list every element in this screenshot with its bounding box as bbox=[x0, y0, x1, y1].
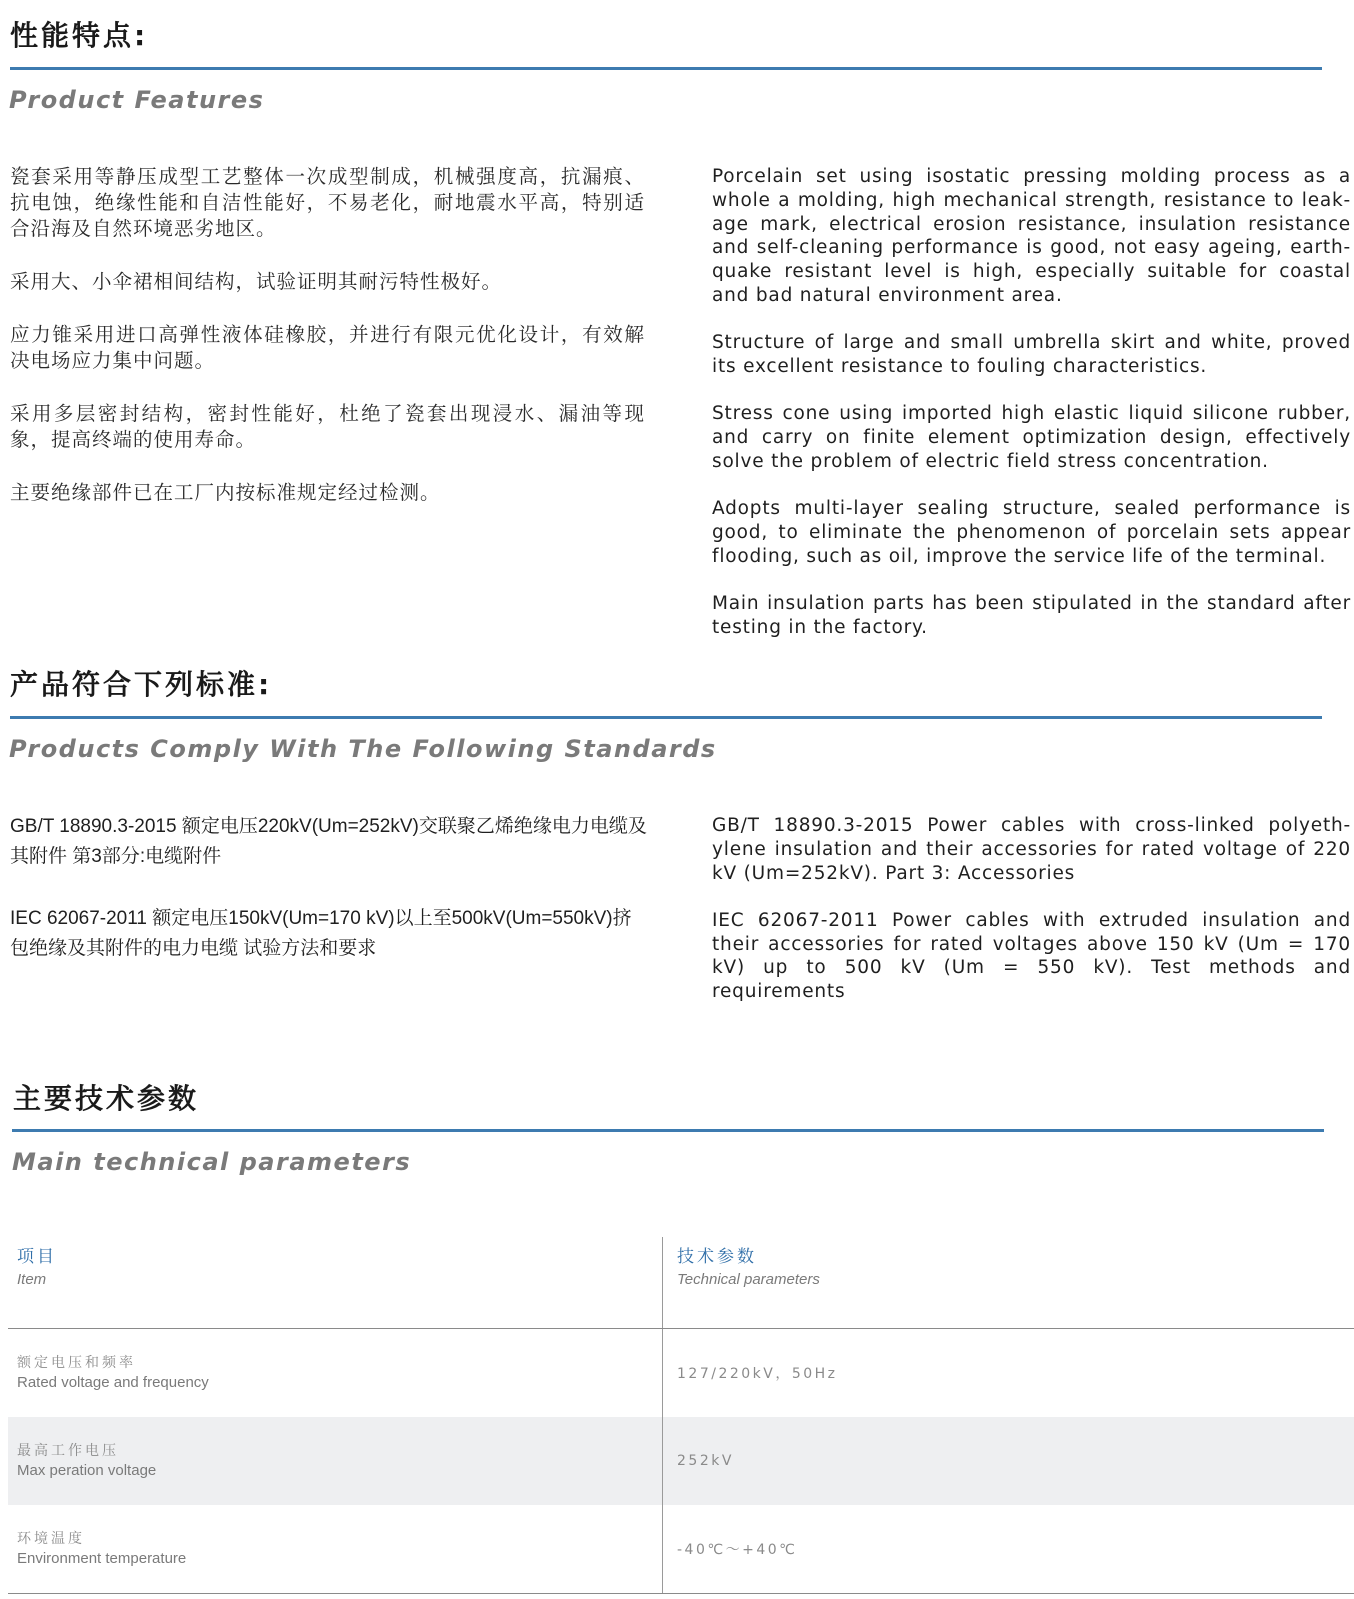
parameters-title-en: Main technical parameters bbox=[12, 1148, 412, 1176]
standards-text-en bbox=[712, 814, 1351, 1028]
feature-paragraph-cn: 应力锥采用进口高弹性液体硅橡胶，并进行有限元优化设计，有效解决电场应力集中问题。 bbox=[10, 323, 645, 372]
standard-item-cn: IEC 62067-2011 额定电压150kV(Um=170 kV)以上至500kV(Um=550kV)挤包绝缘及其附件的电力电缆 试验方法和要求 bbox=[10, 908, 632, 959]
feature-paragraph-cn: 瓷套采用等静压成型工艺整体一次成型制成，机械强度高，抗漏痕、抗电蚀，绝缘性能和自洁性能好，不易老化，耐地震水平高，特别适合沿海及自然环境恶劣地区。 bbox=[10, 165, 645, 240]
standard-item-en: IEC 62067-2011 Power cables with extruded insulation and their accessories for rated voltages above 150 kV (Um = 170 kV) up to 500 kV (Um = 550 kV). Test methods and requirements bbox=[712, 909, 1351, 1003]
parameters-title-cn: 主要技术参数 bbox=[13, 1082, 200, 1115]
features-title-cn: 性能特点: bbox=[10, 19, 149, 52]
row-value: 252kV bbox=[677, 1453, 734, 1469]
standard-item-en: GB/T 18890.3-2015 Power cables with cross-linked polyeth-ylene insulation and their accessories for rated voltage of 220 kV (Um=252kV). Part 3: Accessories bbox=[712, 815, 1351, 884]
table-header-row bbox=[8, 1237, 1354, 1329]
features-text-cn bbox=[10, 164, 645, 533]
row-name-cn: 额定电压和频率 bbox=[17, 1355, 136, 1371]
table-row bbox=[8, 1417, 1354, 1505]
header-item-cn: 项目 bbox=[17, 1247, 57, 1267]
feature-paragraph-cn: 主要绝缘部件已在工厂内按标准规定经过检测。 bbox=[10, 481, 441, 504]
row-name-cell bbox=[8, 1505, 663, 1593]
header-item-cell bbox=[8, 1237, 663, 1328]
features-title-en: Product Features bbox=[9, 86, 265, 114]
header-value-cell bbox=[663, 1237, 1354, 1328]
feature-paragraph-cn: 采用大、小伞裙相间结构，试验证明其耐污特性极好。 bbox=[10, 270, 503, 293]
header-item-en: Item bbox=[17, 1271, 47, 1288]
feature-paragraph-en: Porcelain set using isostatic pressing molding process as a whole a molding, high mechanical strength, resistance to leak-age mark, electrical erosion resistance, insulation resistance and self-cleaning performance is good, not easy ageing, earth-quake resistant level is high, especially suitable for coastal and bad natural environment area. bbox=[712, 166, 1351, 306]
row-name-en: Rated voltage and frequency bbox=[17, 1374, 209, 1391]
standards-title-en: Products Comply With The Following Standards bbox=[9, 735, 717, 763]
standards-divider bbox=[10, 716, 1322, 719]
header-value-en: Technical parameters bbox=[677, 1271, 820, 1288]
row-value-cell bbox=[663, 1505, 1354, 1593]
parameters-table bbox=[8, 1237, 1354, 1594]
standard-item-cn: GB/T 18890.3-2015 额定电压220kV(Um=252kV)交联聚乙烯绝缘电力电缆及其附件 第3部分:电缆附件 bbox=[10, 816, 647, 867]
feature-paragraph-en: Adopts multi-layer sealing structure, sealed performance is good, to eliminate the phenomenon of porcelain sets appear flooding, such as oil, improve the service life of the terminal. bbox=[712, 498, 1351, 567]
table-row bbox=[8, 1329, 1354, 1417]
features-divider bbox=[10, 67, 1322, 70]
feature-paragraph-en: Stress cone using imported high elastic liquid silicone rubber, and carry on finite element optimization design, effectively solve the problem of electric field stress concentration. bbox=[712, 403, 1351, 472]
table-row bbox=[8, 1505, 1354, 1594]
standards-title-cn: 产品符合下列标准: bbox=[10, 668, 273, 701]
row-name-cn: 环境温度 bbox=[17, 1531, 85, 1547]
row-name-cn: 最高工作电压 bbox=[17, 1443, 119, 1459]
feature-paragraph-en: Main insulation parts has been stipulated in the standard after testing in the factory. bbox=[712, 593, 1351, 638]
row-name-en: Max peration voltage bbox=[17, 1462, 157, 1479]
row-value: 127/220kV，50Hz bbox=[677, 1366, 838, 1382]
features-text-en bbox=[712, 165, 1351, 663]
header-value-cn: 技术参数 bbox=[677, 1247, 757, 1267]
row-value: -40℃～+40℃ bbox=[677, 1542, 798, 1558]
row-value-cell bbox=[663, 1417, 1354, 1505]
standards-text-cn bbox=[10, 812, 650, 996]
feature-paragraph-cn: 采用多层密封结构，密封性能好，杜绝了瓷套出现浸水、漏油等现象，提高终端的使用寿命。 bbox=[10, 402, 645, 451]
row-value-cell bbox=[663, 1329, 1354, 1417]
row-name-en: Environment temperature bbox=[17, 1550, 187, 1567]
parameters-divider bbox=[12, 1129, 1324, 1132]
row-name-cell bbox=[8, 1417, 663, 1505]
feature-paragraph-en: Structure of large and small umbrella skirt and white, proved its excellent resistance to fouling characteristics. bbox=[712, 332, 1351, 378]
row-name-cell bbox=[8, 1329, 663, 1417]
